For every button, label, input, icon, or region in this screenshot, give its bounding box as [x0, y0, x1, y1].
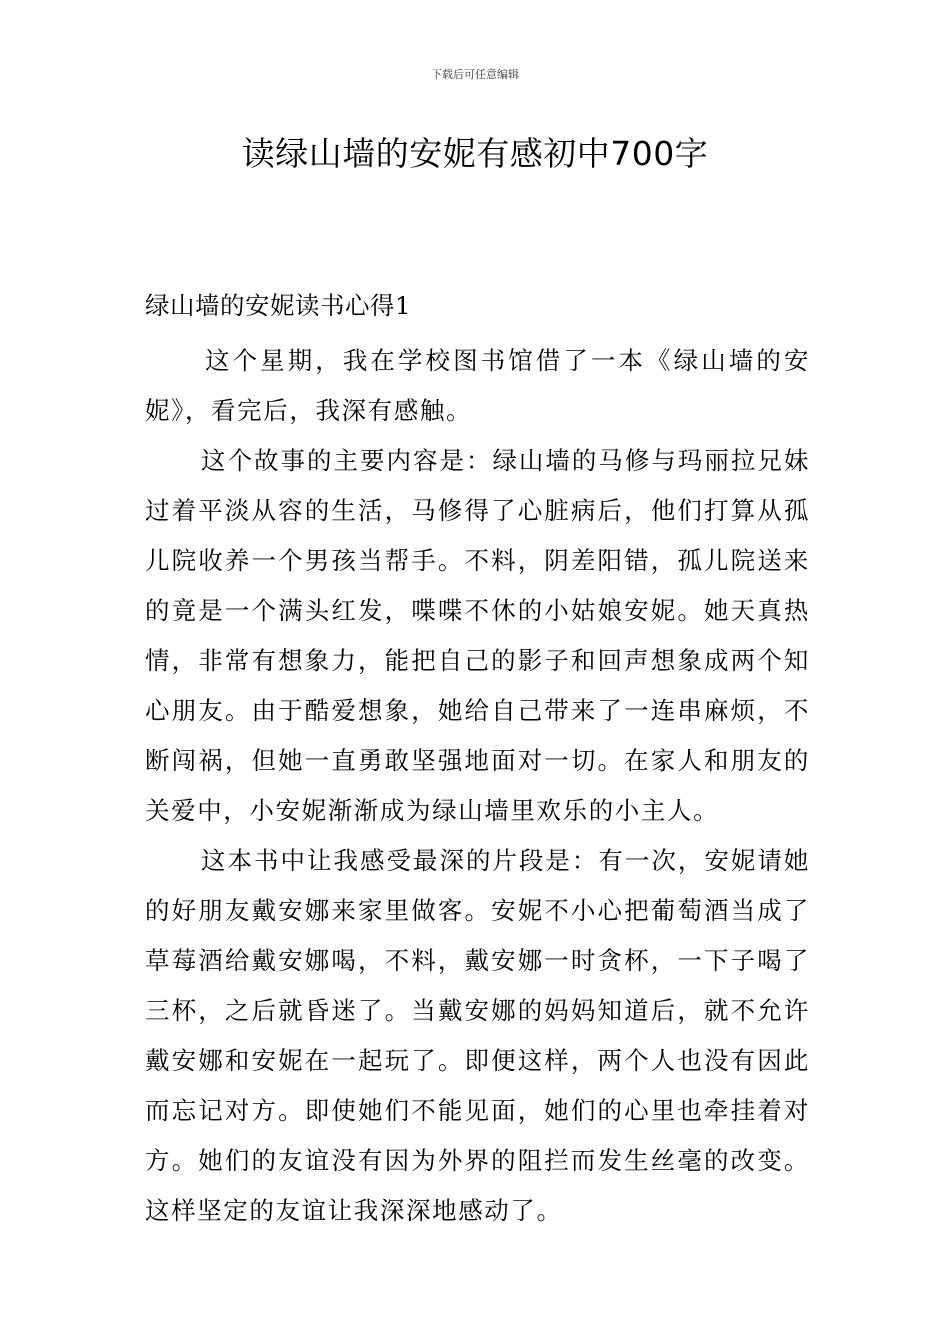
section-heading: 绿山墙的安妮读书心得1 [145, 291, 412, 320]
header-note: 下载后可任意编辑 [431, 68, 519, 81]
paragraph-1: 这个星期，我在学校图书馆借了一本《绿山墙的安妮》，看完后，我深有感触。 [145, 346, 810, 425]
paragraph-3: 这本书中让我感受最深的片段是：有一次，安妮请她的好朋友戴安娜来家里做客。安妮不小心把葡萄酒当成了草莓酒给戴安娜喝，不料，戴安娜一时贪杯，一下子喝了三杯，之后就昏迷了。当戴安娜的妈妈知道后，就不允许戴安娜和安妮在一起玩了。即便这样，两个人也没有因此而忘记对方。即使她们不能见面，她们的心里也牵挂着对方。她们的友谊没有因为外界的阻拦而发生丝毫的改变。这样坚定的友谊让我深深地感动了。 [145, 846, 810, 1225]
paragraph-2: 这个故事的主要内容是：绿山墙的马修与玛丽拉兄妹过着平淡从容的生活，马修得了心脏病后，他们打算从孤儿院收养一个男孩当帮手。不料，阴差阳错，孤儿院送来的竟是一个满头红发，喋喋不休的小姑娘安妮。她天真热情，非常有想象力，能把自己的影子和回声想象成两个知心朋友。由于酷爱想象，她给自己带来了一连串麻烦，不断闯祸，但她一直勇敢坚强地面对一切。在家人和朋友的关爱中，小安妮渐渐成为绿山墙里欢乐的小主人。 [145, 446, 810, 825]
document-title: 读绿山墙的安妮有感初中700字 [241, 134, 709, 173]
document-body [145, 281, 810, 1236]
